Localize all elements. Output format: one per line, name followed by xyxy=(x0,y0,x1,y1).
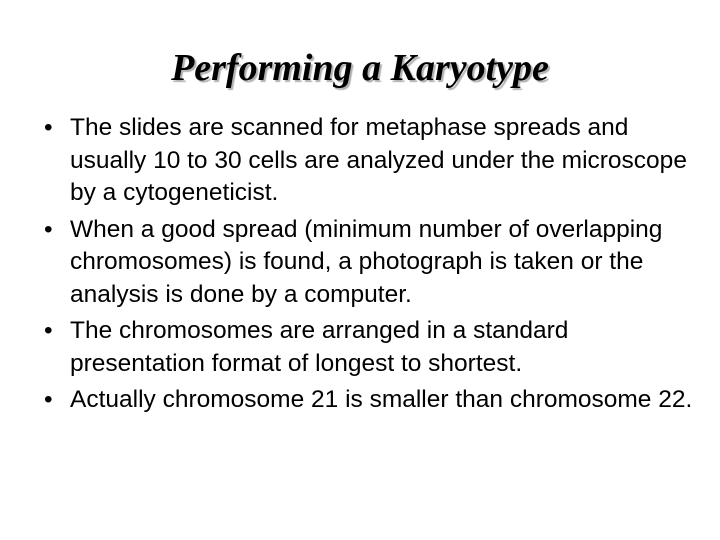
bullet-item xyxy=(44,112,704,210)
bullet-dot-icon: • xyxy=(44,317,53,344)
bullet-text: The chromosomes are arranged in a standard presentation format of longest to shortest. xyxy=(70,317,569,377)
bullet-item xyxy=(44,214,704,312)
bullet-text: When a good spread (minimum number of overlapping chromosomes) is found, a photograph is taken or the analysis is done by a computer. xyxy=(70,215,663,308)
bullet-list xyxy=(44,112,704,421)
bullet-item xyxy=(44,384,704,417)
slide-title: Performing a Karyotype xyxy=(171,47,549,89)
bullet-dot-icon: • xyxy=(44,215,53,243)
bullet-item xyxy=(44,315,704,380)
bullet-text: Actually chromosome 21 is smaller than chromosome 22. xyxy=(70,386,693,413)
bullet-dot-icon: • xyxy=(44,114,53,141)
bullet-text: The slides are scanned for metaphase spreads and usually 10 to 30 cells are analyzed under the microscope by a cytogeneticist. xyxy=(70,114,687,206)
bullet-dot-icon: • xyxy=(44,386,53,413)
